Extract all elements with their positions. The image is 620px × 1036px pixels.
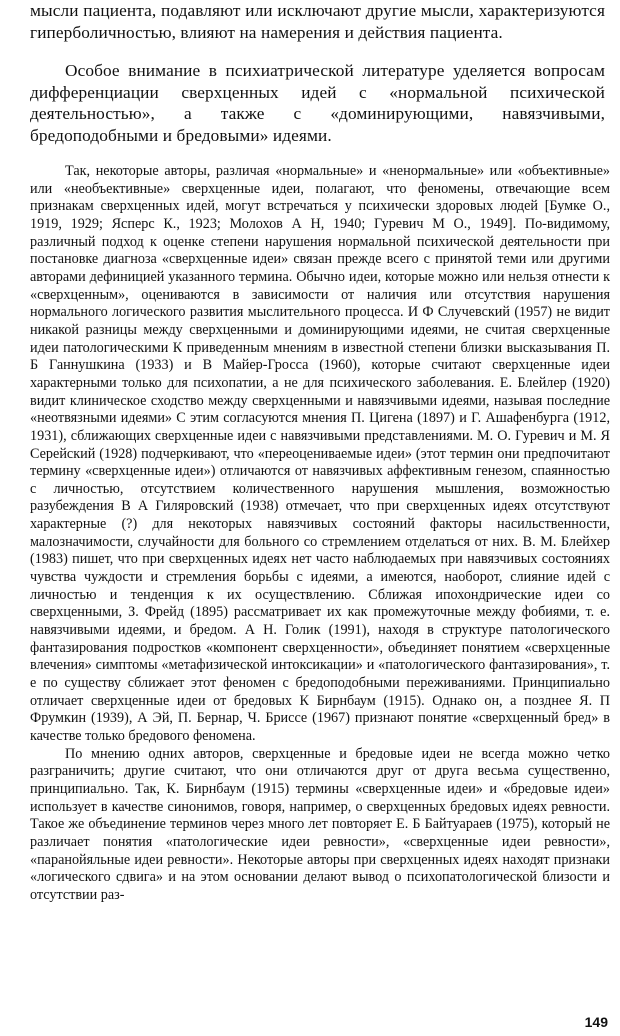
emphasis-paragraph: Особое внимание в психиатрической литературе уделяется вопросам дифференциации сверхценных идей с «нормальной психической деятельностью», а также с «доминирующими, навязчивыми, бредоподобными и бредовыми» идеями. (30, 61, 605, 146)
emphasis-text-block (30, 60, 605, 147)
intro-paragraph: мысли пациента, подавляют или исключают другие мысли, характеризуются гиперболичностью, влияют на намерения и действия пациента. (30, 1, 605, 42)
body-paragraph-1: Так, некоторые авторы, различая «нормальные» и «ненормальные» или «объективные» или «необъективные» сверхценные идеи, полагают, что феномены, отвечающие всем признакам сверхценных идей, могут встречаться у психически здоровых людей [Бумке О., 1919, 1929; Ясперс К., 1923; Молохов А Н, 1940; Гуревич М О., 1949]. По-видимому, различный подход к оценке степени нарушения нормальной психической деятельности при постановке диагноза «сверхценные идеи» связан прежде всего с принятой теми или другими авторами дефиницией указанного термина. Обычно идеи, которые можно или нельзя отнести к «сверхценным», оцениваются в зависимости от наличия или отсутствия нарушения нормального логического развития мыслительного процесса. И Ф Случевский (1957) не видит никакой разницы между сверхценными и доминирующими идеями, не считая сверхценные идеи патологическими К приведенным мнениям в известной степени близки высказывания П. Б Ганнушкина (1933) и В Майер-Гросса (1960), которые считают сверхценные идеи характерными только для психопатии, а не для психического заболевания. Е. Блейлер (1920) видит клиническое сходство между сверхценными и навязчивыми идеями, называя последние «неотвязными идеями» С этим согласуются мнения П. Цигена (1897) и Г. Ашафенбурга (1912, 1931), сближающих сверхценные идеи с навязчивыми представлениями. М. О. Гуревич и М. Я Серейский (1928) подчеркивают, что «переоцениваемые идеи» (этот термин они предпочитают термину «сверхценные идеи») отличаются от навязчивых аффективным генезом, спаянностью с личностью, отсутствием количественного нарушения мышления, возможностью разубеждения В А Гиляровский (1938) отмечает, что при сверхценных идеях отсутствуют характерные (?) для некоторых навязчивых состояний факторы насильственности, малозначимости, случайности для больного со стремлением отделаться от них. В. М. Блейхер (1983) пишет, что при сверхценных идеях нет часто наблюдаемых при навязчивых состояниях чувства чуждости и стремления борьбы с идеями, а имеются, наоборот, слияние идей с личностью и тенденция к их осуществлению. Сближая ипохондрические идеи со сверхценными, З. Фрейд (1895) рассматривает их как промежуточные между фобиями, т. е. навязчивыми идеями, и бредом. А Н. Голик (1991), находя в структуре патологического фантазирования подростков «компонент сверхценности», объединяет понятием «сверхценные влечения» симптомы «метафизической интоксикации» и «патологического фантазирования», т. е по существу сближает этот феномен с бредоподобными переживаниями. Принципиально отличает сверхценные идеи от бредовых К Бирнбаум (1915). Однако он, а позднее Я. П Фрумкин (1939), А Эй, П. Бернар, Ч. Бриссе (1967) признают понятие «сверхценный бред» в качестве только бредового феномена. (30, 163, 610, 744)
intro-text-block (30, 0, 605, 43)
page-number: 149 (584, 1014, 608, 1030)
body-paragraph-2: По мнению одних авторов, сверхценные и бредовые идеи не всегда можно четко разграничить; другие считают, что они отличаются друг от друга весьма существенно, принципиально. Так, К. Бирнбаум (1915) термины «сверхценные идеи» и «бредовые идеи» использует в качестве синонимов, говоря, например, о сверхценных бредовых идеях ревности. Такое же объединение терминов через много лет повторяет Е. Б Байтуараев (1975), который не различает понятия «патологические идеи ревности», «сверхценные идеи ревности», «паранойяльные идеи ревности». Некоторые авторы при сверхценных идеях находят признаки «логического сдвига» и на этом основании делают вывод о психопатологической близости и отсутствии раз- (30, 745, 610, 903)
body-text-block (30, 163, 610, 905)
